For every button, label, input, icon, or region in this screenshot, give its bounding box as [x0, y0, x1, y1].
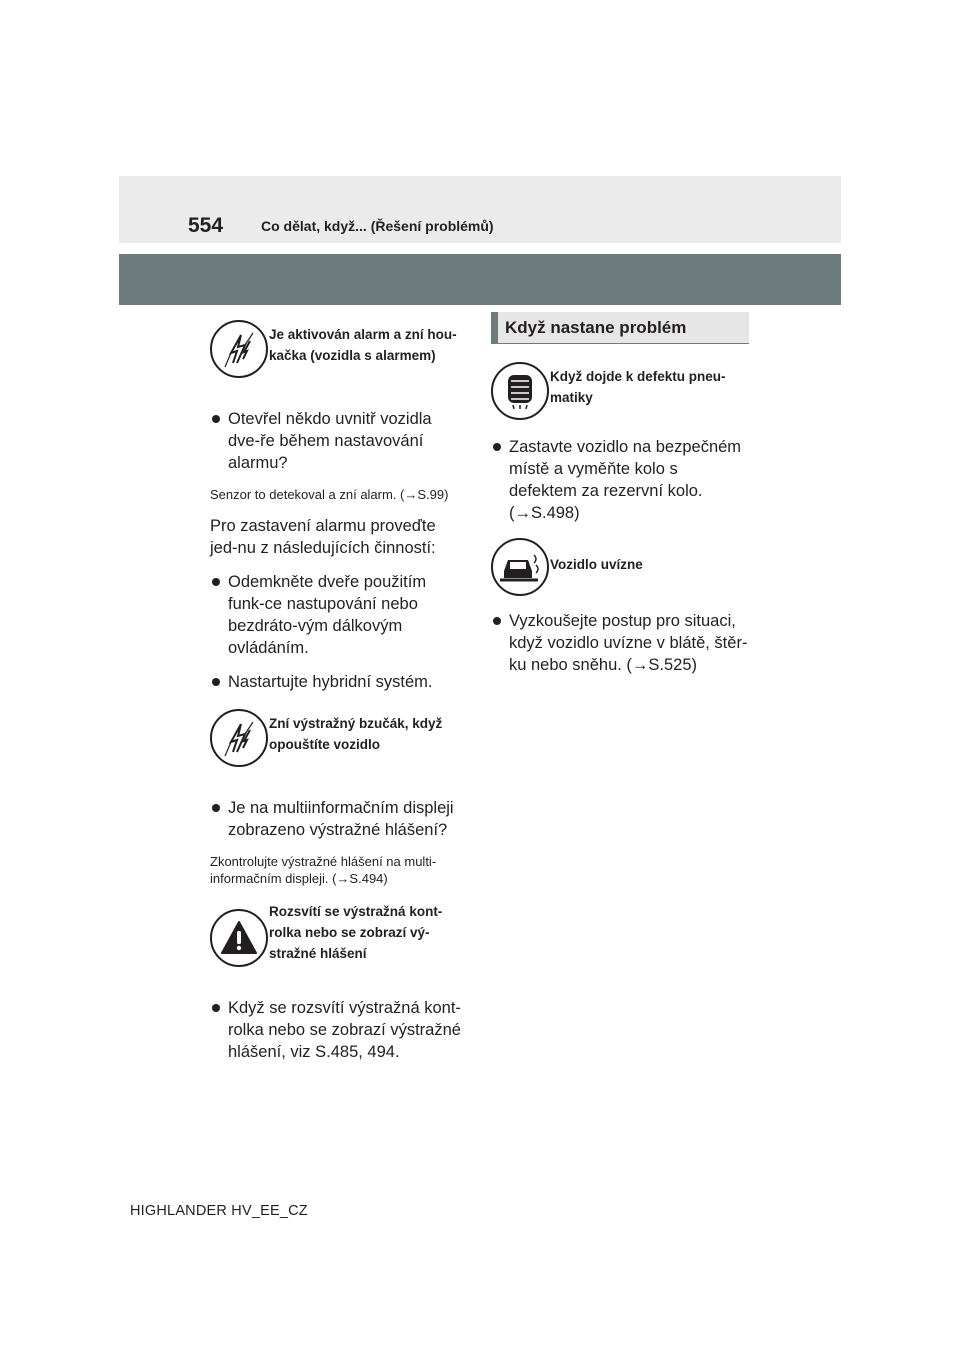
- warning-triangle-icon: [210, 909, 268, 967]
- flat-tire-label-line1: Když dojde k defektu pneu-: [550, 369, 726, 384]
- warning-icon-row: [210, 901, 466, 993]
- buzzer-icon-row: [210, 707, 466, 793]
- warning-icon-label: [269, 901, 442, 964]
- alarm-icon-label: [269, 324, 457, 366]
- bullet-warning-light: Když se rozsvítí výstražná kont-rolka nebo se zobrazí výstražné hlášení, viz S.485, 494.: [210, 997, 466, 1063]
- buzzer-label-line1: Zní výstražný bzučák, když: [269, 716, 443, 731]
- buzzer-icon-label: [269, 713, 442, 755]
- page-number: 554: [188, 214, 224, 237]
- warning-label-line1: Rozsvítí se výstražná kont-: [269, 904, 443, 919]
- alarm-label-line2: kačka (vozidla s alarmem): [269, 348, 436, 363]
- alarm-icon-row: [210, 318, 466, 404]
- flat-tire-icon-label: [550, 366, 726, 408]
- right-column: [491, 312, 749, 688]
- para-stop-alarm: Pro zastavení alarmu proveďte jed-nu z následujících činností:: [210, 517, 436, 557]
- flat-tire-icon-row: [491, 362, 749, 432]
- left-column: [210, 318, 466, 1075]
- stuck-icon-label: [550, 554, 643, 575]
- stuck-icon-row: [491, 538, 749, 606]
- warning-label-line2: rolka nebo se zobrazí vý-: [269, 925, 430, 940]
- stuck-label-line1: Vozidlo uvízne: [550, 557, 643, 572]
- bullet-flat-tire: Zastavte vozidlo na bezpečném místě a vyměňte kolo s defektem za rezervní kolo. (→S.498): [491, 436, 749, 524]
- alarm-lightning-icon: [210, 320, 268, 378]
- bullet-unlock: Odemkněte dveře použitím funk-ce nastupování nebo bezdráto-vým dálkovým ovládáním.: [210, 571, 466, 659]
- flat-tire-label-line2: matiky: [550, 390, 593, 405]
- warning-label-line3: stražné hlášení: [269, 946, 367, 961]
- alarm-label-line1: Je aktivován alarm a zní hou-: [269, 327, 457, 342]
- bullet-start-hybrid: Nastartujte hybridní systém.: [210, 671, 466, 693]
- note-check-message: Zkontrolujte výstražné hlášení na multi-informačním displeji. (→S.494): [210, 854, 437, 886]
- flat-tire-icon: [491, 362, 549, 420]
- bullet-door-opened: Otevřel někdo uvnitř vozidla dve-ře během nastavování alarmu?: [210, 408, 466, 474]
- bullet-stuck: Vyzkoušejte postup pro situaci, když vozidlo uvízne v blátě, štěr-ku nebo sněhu. (→S.525): [491, 610, 749, 676]
- header-title: Co dělat, když... (Řešení problémů): [261, 218, 494, 234]
- stuck-car-icon: [491, 538, 549, 596]
- title-bar: [119, 254, 841, 305]
- buzzer-label-line2: opouštíte vozidlo: [269, 737, 380, 752]
- section-heading: Když nastane problém: [491, 312, 749, 344]
- note-sensor: Senzor to detekoval a zní alarm. (→S.99): [210, 487, 449, 502]
- bullet-multi-display: Je na multiinformačním displeji zobrazeno výstražné hlášení?: [210, 797, 466, 841]
- buzzer-lightning-icon: [210, 709, 268, 767]
- footer-model: HIGHLANDER HV_EE_CZ: [130, 1203, 308, 1219]
